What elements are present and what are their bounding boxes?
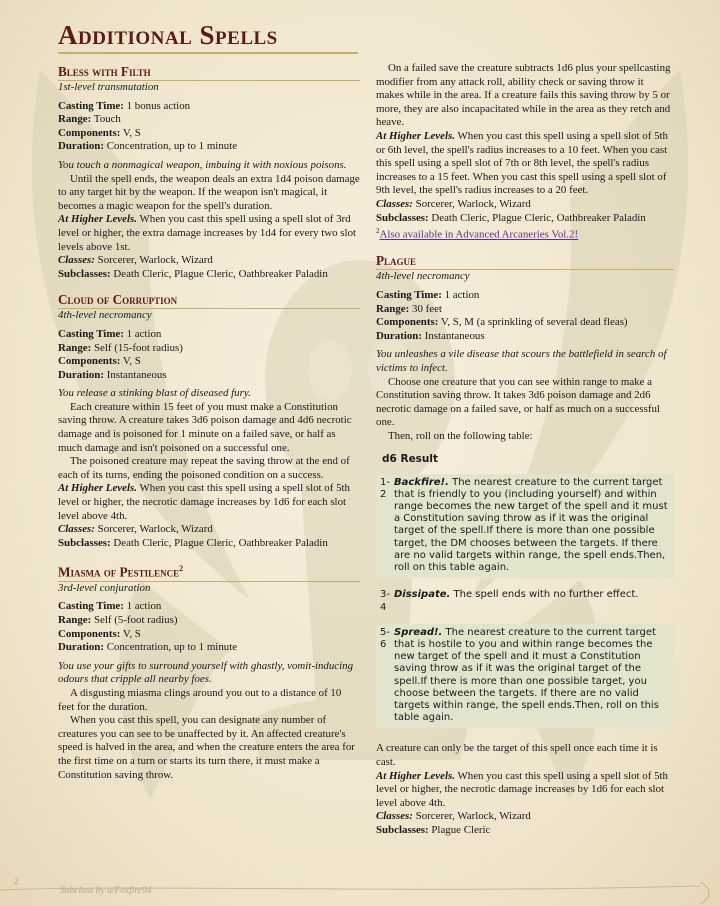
spell-body: A disgusting miasma clings around you out to a distance of 10 feet for the duration. [58,686,342,713]
roll-range: 3- 4 [380,589,390,613]
spell-body: Then, roll on the following table: [388,429,533,442]
page-title: Additional Spells [58,20,358,54]
roll-result: Dissipate. The spell ends with no further effect. [394,589,639,601]
roll-result: Spread!. The nearest creature to the current target that is hostile to you and within range becomes the new target of the spell and it must a Constitution saving throw as if it was the original target of the spell.If there is more than one possible target, you choose between the targets. If there are no valid targets within range, the spell ends.Then, roll on this table again. [394,626,659,724]
roll-result: Backfire!. The nearest creature to the current target that is friendly to you (including yourself) and within range becomes the new target of the spell and it must a Constitution saving throw as if it was the original target of the spell.If there is more than one possible target, the DM chooses between the targets. If there are no valid targets within range, the spell ends.Then, roll on this table again. [394,476,668,574]
spell-title-miasma: Miasma of Pestilence$^2$ [58,561,360,581]
duration: Duration: Concentration, up to 1 minute [58,140,238,153]
flavor-text: You use your gifts to surround yourself with ghastly, vomit-inducing odours that cripple all nearby foes. [58,659,354,686]
spell-title-cloud: Cloud of Corruption [58,292,360,309]
table-row [376,624,674,729]
higher-levels: At Higher Levels. When you cast this spell using a spell slot of 5th or 6th level, the spell's radius increases to a 10 feet. When you cast this spell using a spell slot of 7th or 8th level, the spell's radius increases to a 15 feet. When you cast this spell using a spell slot of 9th level, the spell's radius increases to a 20 feet. [376,129,669,197]
left-column [58,64,360,782]
d6-result-table [376,451,674,728]
spell-body: The poisoned creature may repeat the saving throw at the end of each of its turns, ending the poisoned condition on a success. [58,455,350,481]
spell-body: Choose one creature that you can see within range to make a Constitution saving throw. It takes 3d6 poison damage and 2d6 necrotic damage on a failed save, or half as much on a successful one. [376,375,660,429]
subclasses: Subclasses: Death Cleric, Plague Cleric, Oathbreaker Paladin [58,536,328,549]
spell-level: 3rd-level conjuration [58,581,151,594]
components: Components: V, S [58,627,141,640]
right-column [376,62,674,837]
spell-body: Until the spell ends, the weapon deals an extra 1d4 poison damage to any target hit by the weapon. If the weapon isn't magical, it becomes a magic weapon for the spell's duration. [58,172,360,212]
page-number: 2 [14,876,19,886]
casting-time: Casting Time: 1 action [376,288,480,301]
range: Range: Touch [58,113,121,126]
roll-range: 5- 6 [380,626,390,650]
components: Components: V, S, M (a sprinkling of several dead fleas) [376,316,628,329]
footnote: $^2$Also available in Advanced Arcaneries Vol.2! [376,227,579,241]
classes: Classes: Sorcerer, Warlock, Wizard [58,523,213,536]
flavor-text: You release a stinking blast of diseased fury. [58,387,251,400]
table-row [376,586,674,617]
duration: Duration: Concentration, up to 1 minute [58,641,238,654]
casting-time: Casting Time: 1 action [58,600,162,613]
spell-body: When you cast this spell, you can designate any number of creatures you can see to be unaffected by it. An affected creature's speed is halved in the area, and when the creature enters the area for the first time on a turn or starts its turn there, it must make a Constitution saving throw. [58,714,355,781]
range: Range: 30 feet [376,302,442,315]
spell-level: 4th-level necromancy [58,309,152,322]
higher-levels: At Higher Levels. When you cast this spell using a spell slot of 5th level or higher, the necrotic damage increases by 1d6 for each slot level above 4th. [58,482,351,522]
footnote-link[interactable]: Also available in Advanced Arcaneries Vol.2! [379,228,579,241]
higher-levels: At Higher Levels. When you cast this spell using a spell slot of 5th level or higher, the necrotic damage increases by 1d6 for each slot level above 4th. [376,769,669,809]
subclasses: Subclasses: Death Cleric, Plague Cleric, Oathbreaker Paladin [376,211,646,224]
spell-title-bless: Bless with Filth [58,64,360,81]
components: Components: V, S [58,126,141,139]
duration: Duration: Instantaneous [58,368,167,381]
spell-body: Each creature within 15 feet of you must make a Constitution saving throw. A creature takes 3d6 poison damage and 4d6 necrotic damage and is poisoned for 1 minute on a failed save, or half as much damage and isn't poisoned on a successful one. [58,400,352,454]
footnote-marker: 2 [179,564,184,574]
casting-time: Casting Time: 1 bonus action [58,99,191,112]
table-row [376,474,674,579]
spell-title-plague: Plague [376,253,674,270]
casting-time: Casting Time: 1 action [58,327,162,340]
range: Range: Self (15-foot radius) [58,341,183,354]
spell-level: 4th-level necromancy [376,270,470,283]
range: Range: Self (5-foot radius) [58,613,178,626]
flavor-text: You unleashes a vile disease that scours the battlefield in search of victims to infect. [376,348,667,374]
flavor-text: You touch a nonmagical weapon, imbuing it with noxious poisons. [58,158,347,171]
spell-level: 1st-level transmutation [58,81,159,93]
components: Components: V, S [58,355,141,368]
table-header: d6 Result [382,453,439,466]
classes: Classes: Sorcerer, Warlock, Wizard [376,810,531,823]
higher-levels: At Higher Levels. When you cast this spell using a spell slot of 3rd level or higher, the extra damage increases by 1d4 for every two slot levels above 1st. [58,213,357,253]
subclasses: Subclasses: Plague Cleric [376,823,491,836]
duration: Duration: Instantaneous [376,329,485,342]
roll-range: 1- 2 [380,476,390,500]
footer-credit: Subclass by u/Foxfire94 [60,886,152,896]
spell-body: A creature can only be the target of this spell once each time it is cast. [376,742,658,768]
classes: Classes: Sorcerer, Warlock, Wizard [376,197,531,210]
classes: Classes: Sorcerer, Warlock, Wizard [58,254,213,267]
spell-body-continued: On a failed save the creature subtracts 1d6 plus your spellcasting modifier from any attack roll, ability check or saving throw it makes while in the area. If a creature fails this saving throw by 5 or more, they are also incapacitated while in the area as they retch and heave. [376,62,671,129]
subclasses: Subclasses: Death Cleric, Plague Cleric, Oathbreaker Paladin [58,267,328,280]
